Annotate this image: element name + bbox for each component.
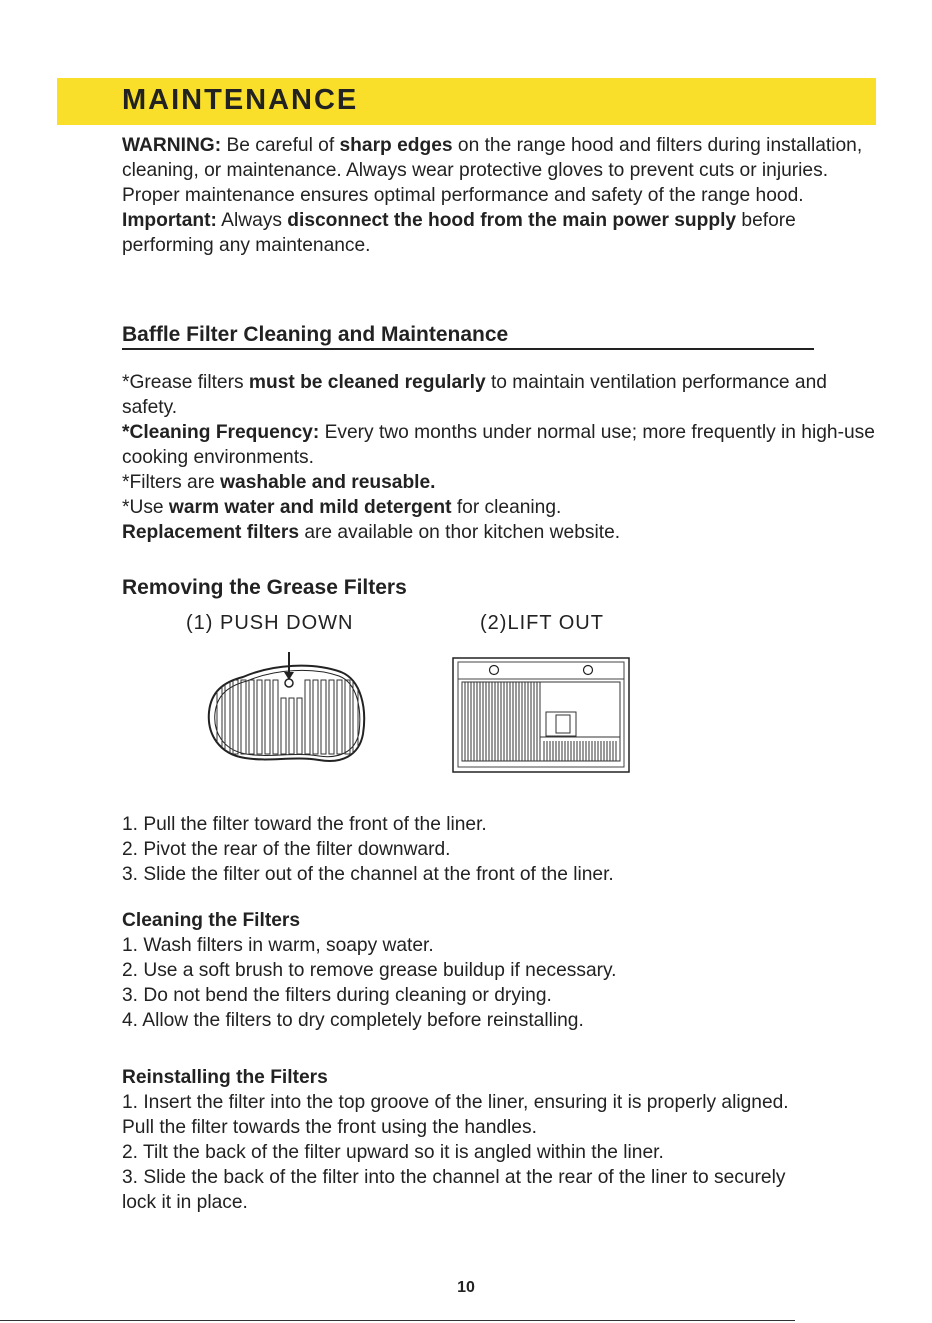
list-item: 1. Wash filters in warm, soapy water. — [122, 935, 434, 956]
baffle-line-1 — [122, 370, 882, 420]
baffle-l5-b: Replacement filters — [122, 522, 300, 543]
warning-text-1: Be careful of — [221, 135, 340, 156]
cleaning-heading: Cleaning the Filters — [122, 910, 301, 931]
list-item: 3. Do not bend the filters during cleaning or drying. — [122, 985, 552, 1006]
removing-heading: Removing the Grease Filters — [122, 576, 407, 599]
baffle-l2-c: Every two months under normal use; more frequently in high-use cooking environments. — [122, 422, 875, 468]
step2-label: (2)LIFT OUT — [480, 612, 604, 634]
intro-block — [122, 133, 882, 258]
footer-divider — [0, 1320, 795, 1321]
list-item: 1. Pull the filter toward the front of the liner. — [122, 814, 487, 835]
baffle-l1-a: *Grease filters — [122, 372, 249, 393]
step1-label: (1) PUSH DOWN — [186, 612, 354, 634]
warning-text-2: on the range hood and filters during installation, cleaning, or maintenance. Always wear protective gloves to prevent cuts or injuries. — [122, 135, 863, 181]
baffle-l1-b: must be cleaned regularly — [248, 372, 486, 393]
warning-label: WARNING: — [122, 135, 222, 156]
list-item: 2. Pivot the rear of the filter downward. — [122, 839, 451, 860]
important-text-2: before performing any maintenance. — [122, 210, 796, 256]
important-label: Important: — [122, 210, 217, 231]
proper-paragraph: Proper maintenance ensures optimal performance and safety of the range hood. — [122, 185, 804, 206]
reinstalling-heading: Reinstalling the Filters — [122, 1067, 328, 1088]
cleaning-block — [122, 908, 882, 1033]
baffle-filter-push-down-illustration — [203, 650, 373, 770]
list-item: 3. Slide the back of the filter into the channel at the rear of the liner to securely lock it in place. — [122, 1167, 786, 1213]
baffle-l1-c: to maintain ventilation performance and safety. — [122, 372, 827, 418]
removing-steps — [122, 812, 882, 887]
warning-bold: sharp edges — [339, 135, 453, 156]
page-title: MAINTENANCE — [122, 84, 359, 116]
baffle-l5-c: are available on thor kitchen website. — [299, 522, 621, 543]
baffle-l4-c: for cleaning. — [451, 497, 562, 518]
warning-paragraph — [122, 133, 882, 183]
baffle-line-5 — [122, 520, 882, 545]
list-item: 2. Tilt the back of the filter upward so it is angled within the liner. — [122, 1142, 664, 1163]
page-number: 10 — [457, 1279, 475, 1296]
important-bold: disconnect the hood from the main power supply — [287, 210, 737, 231]
list-item: 3. Slide the filter out of the channel at the front of the liner. — [122, 864, 614, 885]
baffle-l4-b: warm water and mild detergent — [168, 497, 452, 518]
baffle-line-2 — [122, 420, 882, 470]
baffle-l2-b: Cleaning Frequency: — [129, 422, 320, 443]
important-paragraph — [122, 208, 882, 258]
baffle-heading: Baffle Filter Cleaning and Maintenance — [122, 323, 814, 350]
baffle-line-4 — [122, 495, 882, 520]
baffle-l3-a: *Filters are — [122, 472, 221, 493]
list-item: 4. Allow the filters to dry completely before reinstalling. — [122, 1010, 584, 1031]
list-item: 1. Insert the filter into the top groove of the liner, ensuring it is properly aligned. Pull the filter towards the front using the handles. — [122, 1092, 789, 1138]
reinstalling-block — [122, 1065, 812, 1215]
baffle-l4-a: *Use — [122, 497, 169, 518]
hood-liner-lift-out-illustration — [452, 657, 630, 773]
list-item: 2. Use a soft brush to remove grease buildup if necessary. — [122, 960, 617, 981]
important-text-1: Always — [216, 210, 288, 231]
baffle-block — [122, 370, 882, 545]
baffle-l3-b: washable and reusable. — [220, 472, 436, 493]
baffle-l2-a: * — [122, 422, 130, 443]
baffle-line-3 — [122, 470, 882, 495]
